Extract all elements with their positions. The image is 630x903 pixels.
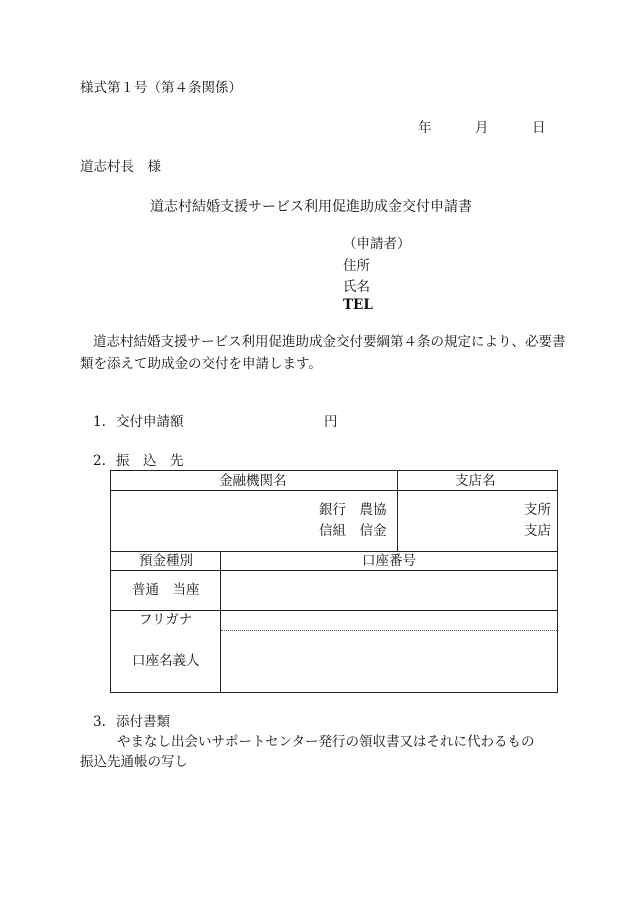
form-number: 様式第１号（第４条関係） xyxy=(80,80,242,96)
bank-transfer-table xyxy=(110,470,558,693)
item2-label: 振 込 先 xyxy=(116,453,184,469)
table-rule xyxy=(397,471,398,551)
bank-type-options-1: 銀行 農協 xyxy=(319,502,387,518)
table-rule xyxy=(220,551,221,692)
furigana-label: フリガナ xyxy=(139,612,193,628)
address-label: 住所 xyxy=(343,258,370,274)
branch-name-header: 支店名 xyxy=(455,473,496,489)
table-rule xyxy=(111,610,557,611)
application-statement: 道志村結婚支援サービス利用促進助成金交付要綱第４条の規定により、必要書類を添えて助成金の交付を申請します。 xyxy=(80,334,566,372)
item1-number: 1. xyxy=(93,414,106,430)
bank-type-options-2: 信組 信金 xyxy=(319,523,387,539)
date-month-label: 月 xyxy=(475,120,489,136)
bank-name-header: 金融機関名 xyxy=(219,473,287,489)
date-day-label: 日 xyxy=(532,120,546,136)
account-number-header: 口座番号 xyxy=(362,553,416,569)
name-label: 氏名 xyxy=(343,279,370,295)
attachment-receipt: やまなし出会いサポートセンター発行の領収書又はそれに代わるもの xyxy=(117,734,535,750)
item3-label: 添付書類 xyxy=(116,714,170,730)
date-year-label: 年 xyxy=(418,120,432,136)
addressee: 道志村長 様 xyxy=(80,159,161,175)
item1-label: 交付申請額 xyxy=(116,414,184,430)
account-holder-label: 口座名義人 xyxy=(132,653,200,669)
document-title: 道志村結婚支援サービス利用促進助成金交付申請書 xyxy=(150,199,472,215)
tel-label: TEL xyxy=(343,297,373,313)
branch-type-option-1: 支所 xyxy=(524,502,551,518)
branch-type-option-2: 支店 xyxy=(524,523,551,539)
table-rule xyxy=(111,551,557,552)
furigana-divider xyxy=(221,630,557,631)
deposit-type-header: 預金種別 xyxy=(139,553,193,569)
table-rule xyxy=(111,490,557,491)
table-rule xyxy=(111,570,557,571)
item3-number: 3. xyxy=(93,714,106,730)
deposit-type-options: 普通 当座 xyxy=(132,582,200,598)
applicant-heading: （申請者） xyxy=(343,236,411,252)
item2-number: 2. xyxy=(93,453,106,469)
yen-unit: 円 xyxy=(324,414,338,430)
attachment-passbook: 振込先通帳の写し xyxy=(80,754,188,770)
